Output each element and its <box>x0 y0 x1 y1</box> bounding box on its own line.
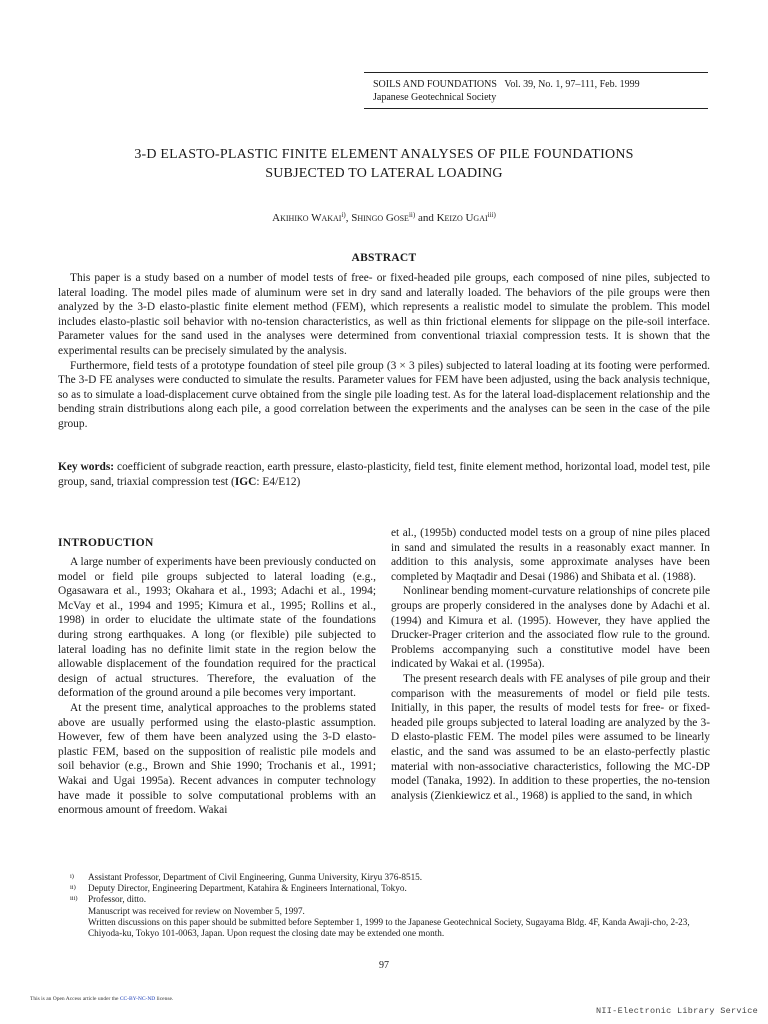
footnotes <box>70 872 710 939</box>
oa-prefix: This is an Open Access article under the <box>30 996 119 1002</box>
intro-right-paragraph-2: Nonlinear bending moment-curvature relationships of concrete pile groups are properly considered in the analyses done by Adachi et al. (1994) and Kimura et al. (1995). However, they have applied the Drucker-Prager criterion and the associated flow rule to the ground. Problems accompanying such a constitutive model have been indicated by Wakai et al. (1995a). <box>391 585 710 671</box>
title-line-1: 3-D ELASTO-PLASTIC FINITE ELEMENT ANALYSES OF PILE FOUNDATIONS <box>134 147 634 162</box>
author-2-mark: ii) <box>408 211 416 219</box>
abstract-paragraph-2: Furthermore, field tests of a prototype foundation of steel pile group (3 × 3 piles) subjected to lateral loading at its footing were performed. The 3-D FE analyses were conducted to simulate the results. Parameter values for FEM have been adjusted, using the back analysis technique, so as to simulate a load-displacement curve obtained from the single pile loading test. As for the lateral load-displacement relationship and the bending strain distributions along each pile, a good correlation between the experiments and the analyses can be seen in the case of the pile group. <box>58 359 710 430</box>
footnote-3-text: Professor, ditto. <box>88 894 147 905</box>
footnote-3-mark: iii) <box>70 895 78 903</box>
title-line-2: SUBJECTED TO LATERAL LOADING <box>265 166 503 181</box>
license-link[interactable]: CC-BY-NC-ND <box>119 996 156 1002</box>
intro-left-paragraph-1: A large number of experiments have been previously conducted on model or field pile groups subjected to lateral loading (e.g., Ogasawara et al., 1993; Okahara et al., 1993; Adachi et al., 1994; McVay et al., 1994 and 1995; Kimura et al., 1995; Rollins et al., 1998) in order to elucidate the ultimate state of the foundations during strong earthquakes. A long (or flexible) pile subjected to lateral loading has no definite limit state in the region below the allowable displacement of the foundation required for the practical design of actual structures. Therefore, the evaluation of the deformation of the ground around a pile becomes very important. <box>58 556 376 700</box>
footnote-1 <box>70 872 710 883</box>
journal-volume: Vol. 39, No. 1, 97–111, Feb. 1999 <box>504 79 640 90</box>
abstract-paragraph-1: This paper is a study based on a number of model tests of free- or fixed-headed pile groups, each composed of nine piles, subjected to lateral loading. The model piles made of aluminum were set in dry sand and laterally loaded. The behaviors of the pile groups were then analyzed by the 3-D elasto-plastic finite element method (FEM), which represents a realistic model to simulate the problem. This model includes elasto-plastic soil behavior with no-tension characteristics, as well as thin frictional elements for slippage on the pile-soil interface. Parameter values for the sand used in the analyses were determined from conventional triaxial compression tests. It is shown that the experimental results can be precisely simulated by the analysis. <box>58 272 710 357</box>
page-number: 97 <box>379 960 389 971</box>
footnote-2 <box>70 883 710 894</box>
author-separator: and <box>415 212 437 224</box>
paper-title <box>60 145 708 183</box>
author-separator: , <box>345 212 352 224</box>
author-3: Keizo Ugai <box>436 212 488 224</box>
footnote-1-mark: i) <box>70 873 74 880</box>
abstract-heading: ABSTRACT <box>351 252 417 264</box>
manuscript-note: Manuscript was received for review on November 5, 1997. <box>88 905 305 916</box>
footnote-1-text: Assistant Professor, Department of Civil Engineering, Gunma University, Kiryu 376-8515. <box>88 872 423 882</box>
journal-info <box>373 78 640 104</box>
header-top-rule <box>364 72 708 73</box>
left-column <box>58 555 376 818</box>
author-1-mark: i) <box>341 211 346 219</box>
nii-service-label: NII-Electronic Library Service <box>595 1006 758 1016</box>
right-column <box>391 526 710 803</box>
discussion-note: Written discussions on this paper should be submitted before September 1, 1999 to the Japanese Geotechnical Society, Sugayama Bldg. 4F, Kanda Awaji-cho, 2-23, Chiyoda-ku, Tokyo 101-0063, Japan. Upon request the closing date may be extended one month. <box>88 916 690 939</box>
introduction-heading: INTRODUCTION <box>58 537 154 549</box>
intro-right-paragraph-3: The present research deals with FE analyses of pile group and their comparison with the measurements of model or field pile tests. Initially, in this paper, the results of model tests for free- or fixed-headed pile groups subjected to lateral loading are analyzed by the 3-D elasto-plastic FEM. The model piles were assumed to be linearly elastic, and the sand was assumed to be an elasto-perfectly plastic material with non-associative characteristics, following the MC-DP model (Tanaka, 1992). In addition to these properties, the no-tension analysis (Zienkiewicz et al., 1968) is applied to the sand, in which <box>391 672 710 802</box>
header-bottom-rule <box>364 108 708 109</box>
footnote-2-mark: ii) <box>70 884 76 892</box>
author-list <box>60 211 708 225</box>
keywords-text: coefficient of subgrade reaction, earth pressure, elasto-plasticity, field test, finite element method, horizontal load, model test, pile group, sand, triaxial compression test ( <box>58 461 710 488</box>
author-3-mark: iii) <box>487 211 496 219</box>
open-access-notice <box>30 996 173 1002</box>
igc-label: IGC <box>234 475 257 488</box>
footnote-3 <box>70 894 710 905</box>
journal-name: SOILS AND FOUNDATIONS <box>373 79 497 90</box>
author-1: Akihiko Wakai <box>272 212 342 224</box>
igc-value: : E4/E12) <box>256 475 301 488</box>
intro-right-paragraph-1: et al., (1995b) conducted model tests on a group of nine piles placed in sand and simulated the results in a reasonably exact manner. In addition to this analysis, some approximate analyses have been completed by Maqtadir and Desai (1986) and Shibata et al. (1988). <box>391 527 710 583</box>
journal-society: Japanese Geotechnical Society <box>373 92 497 103</box>
keywords-label: Key words: <box>58 461 115 473</box>
keywords <box>58 460 710 489</box>
intro-left-paragraph-2: At the present time, analytical approaches to the problems stated above are usually performed using the elasto-plastic assumption. However, few of them have been analyzed using the 3-D elasto-plastic FEM, based on the supposition of realistic pile models and soil behavior (e.g., Brown and Shie 1990; Trochanis et al., 1991; Wakai and Ugai 1995a). Recent advances in computer technology have made it possible to solve computational problems with an enormous amount of freedom. Wakai <box>58 701 376 817</box>
footnote-2-text: Deputy Director, Engineering Department, Katahira & Engineers International, Tokyo. <box>88 883 407 894</box>
abstract-body <box>58 271 710 432</box>
oa-suffix: license. <box>156 996 174 1002</box>
author-2: Shingo Gose <box>351 212 409 224</box>
